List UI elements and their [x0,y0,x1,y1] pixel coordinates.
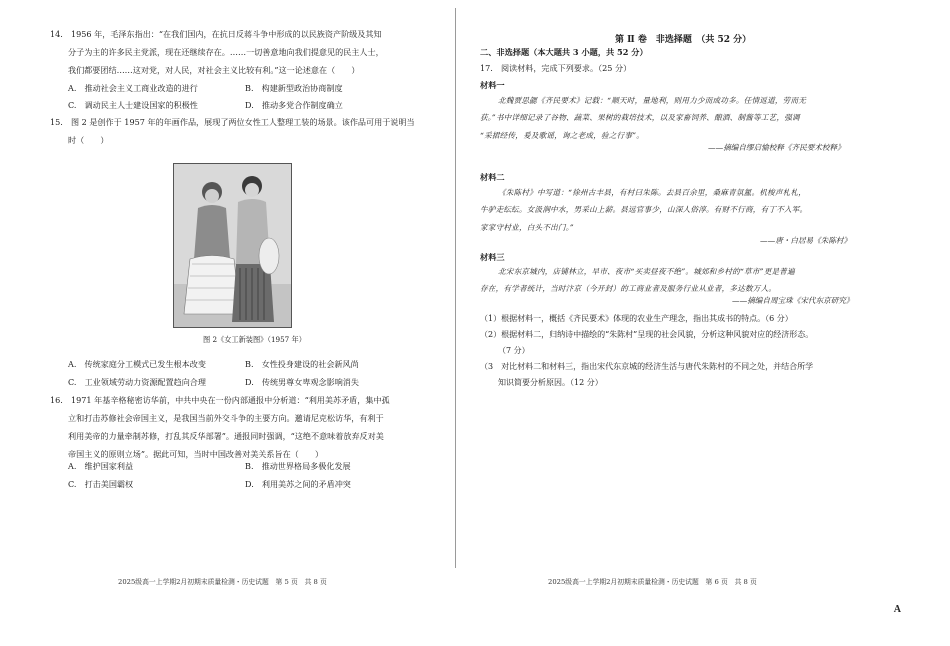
q15-option-c[interactable]: C. 工业领域劳动力资源配置趋向合理 [68,377,206,387]
material-1-line: 获。”书中详细记录了谷物、蔬菜、果树的栽培技术，以及家畜饲养、酿酒、制酱等工艺，强调 [480,113,800,123]
material-1-label: 材料一 [480,80,505,90]
q14-line3: 我们都要团结……这对党，对人民，对社会主义比较有利。”这一论述意在（ ） [68,65,360,75]
right-page [470,0,950,646]
q14-option-d[interactable]: D. 推动多党合作制度确立 [245,100,343,110]
q16-option-b[interactable]: B. 推动世界格局多极化发展 [245,461,351,471]
q17-sub3-line1: （3 对比材料二和材料三，指出宋代东京城的经济生活与唐代朱陈村的不同之处，并结合所学 [480,362,814,371]
q15-line1: 15. 图 2 是创作于 1957 年的年画作品，展现了两位女性工人整理工装的场景。该作品可用于说明当 [50,117,415,127]
q16-line1: 16. 1971 年基辛格秘密访华前，中共中央在一份内部通报中分析道：“利用美苏矛盾，集中孤 [50,395,390,405]
material-1-line: “采捃经传，爰及歌谣，询之老成，验之行事”。 [480,130,645,140]
right-page-footer: 2025级高一上学期2月初期末质量检测・历史试题 第 6 页 共 8 页 [548,578,757,586]
material-2-line: 牛驴走纭纭。女汲涧中水，男采山上薪。县远官事少，山深人俗淳。有财不行商，有丁不入军。 [480,205,808,215]
q16-line2: 立和打击苏修社会帝国主义，是我国当前外交斗争的主要方向。邀请尼克松访华，有利于 [68,413,384,423]
q14-option-c[interactable]: C. 调动民主人士建设国家的积极性 [68,100,198,110]
q17-intro: 17. 阅读材料，完成下列要求。（25 分） [480,63,632,73]
q15-option-d[interactable]: D. 传统男尊女卑观念影响消失 [245,377,359,387]
q16-line3: 利用美帝的力量牵制苏修，打乱其反华部署”。通报同时强调，“这绝不意味着放弃反对美 [68,431,384,441]
material-1-source: ——摘编自缪启愉校释《齐民要术校释》 [708,143,845,152]
figure-caption: 图 2《女工新装图》（1957 年） [203,335,306,344]
q16-line4: 帝国主义的原则立场”。据此可知，当时中国改善对美关系旨在（ ） [68,449,324,459]
q15-option-a[interactable]: A. 传统家庭分工模式已发生根本改变 [68,359,206,369]
left-page [0,0,470,646]
material-3-source: ——摘编自周宝珠《宋代东京研究》 [732,296,854,305]
q14-option-a[interactable]: A. 推动社会主义工商业改造的进行 [68,83,198,93]
section-title: 第 Ⅱ 卷 非选择题 （共 52 分） [615,35,752,45]
q16-option-d[interactable]: D. 利用美苏之间的矛盾冲突 [245,479,351,489]
material-2-line: 《朱陈村》中写道：“徐州古丰县，有村曰朱陈。去县百余里，桑麻青氛氲。机梭声札札， [498,188,807,197]
material-1-text [480,92,885,144]
q17-sub3-line2: 知识简要分析原因。（12 分） [498,378,603,387]
material-2-line: 家家守村业，白头不出门。” [480,222,574,232]
paper-version-mark: A [893,604,901,615]
q15-line2: 时（ ） [68,135,109,145]
material-3-label: 材料三 [480,252,505,262]
q16-option-c[interactable]: C. 打击美国霸权 [68,479,134,489]
material-2-label: 材料二 [480,172,505,182]
painting-image [173,163,292,328]
q14-line2: 分子为主的许多民主党派，现在还继续存在。……一切善意地向我们提意见的民主人士， [68,47,384,57]
two-women-workers-illustration [174,164,291,327]
left-page-footer: 2025级高一上学期2月初期末质量检测・历史试题 第 5 页 共 8 页 [118,578,327,586]
material-3-text [480,263,885,298]
q15-option-b[interactable]: B. 女性投身建设的社会新风尚 [245,359,359,369]
part-title: 二、非选择题（本大题共 3 小题，共 52 分） [480,47,648,57]
material-2-source: ——唐・白居易《朱陈村》 [760,236,852,245]
q16-option-a[interactable]: A. 维护国家利益 [68,461,134,471]
material-3-line: 存在，有学者统计，当时汴京（今开封）的工商业者及服务行业从业者，多达数万人。 [480,284,777,294]
page-divider [455,8,456,568]
q17-sub2-line1: （2）根据材料二，归纳诗中描绘的“朱陈村”呈现的社会风貌，分析这种风貌对应的经济形态。 [480,330,814,339]
q17-sub2-line2: （7 分） [498,346,530,355]
q14-line1: 14. 1956 年，毛泽东指出：“在我们国内，在抗日反蒋斗争中形成的以民族资产阶级及其知 [50,29,382,39]
material-3-line: 北宋东京城内，店铺林立，早市、夜市“买卖昼夜不绝”。城郊和乡村的“草市”更是普遍 [498,267,795,276]
material-2-text [480,184,885,236]
q17-sub1: （1）根据材料一，概括《齐民要术》体现的农业生产理念，指出其成书的特点。（6 分） [480,314,793,323]
q14-option-b[interactable]: B. 构建新型政治协商制度 [245,83,343,93]
material-1-line: 北魏贾思勰《齐民要术》记载：“顺天时，量地利，则用力少而成功多。任情返道，劳而无 [498,96,807,105]
